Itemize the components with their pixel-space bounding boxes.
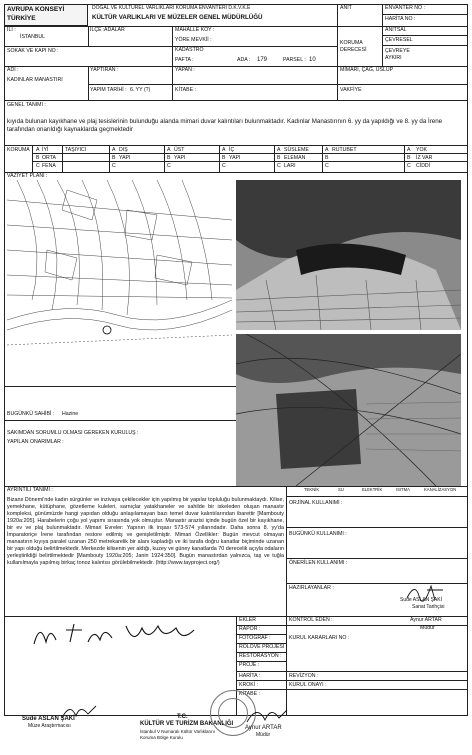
ayrintili-text: Bizans Dönemi'nde kadın sürgünler ve inzivaya çekilecekler için yapılmış bir yapılar topluluğu bulunmaktaydı. Kilise, yemekhane, kütüphane, gözetleme kuleleri, sarnıçlar yatakhaneler ve sahilde bir iskeleden oluşan manastır kompleksi, günümüzde hangi yapıdan olduğu anlaşılamayan bazı temel duvar kalıntılarından ibarettir [Mambouty 1920a:205]. Harabelerin çoğu yol yapımı sırasında yok olmuştur. Manastır arazisi içinde bugün özel bir kayıkhane, bir ev ve plaj bulunmaktadır. Mimari Evreler: Yapının ilk inşası 573-574 yıllarındadır. Daha sonra 8. yy'da İmparatoriçe İrene tarafından restore edilmiş ve genişletilmiştir. Mimari Özellikler: Bugün mevcut olmayan manastırın kıyıya paralel uzanan 250 metrekarelik bir alanı kapladığı ve iki tarafa doğru kanatlar biçiminde uzanan bir yapı olduğu belirtilmektedir. Merkezde kilisenin yer aldığı, kuzey ve güney kanatlarda 70 derecelik açıyla odaların yerleştirildiği belirtilmektedir [Mambouty 1920a:205; Janin 1924:350]. Bugün manastırdan yalnızca, taş ve tuğla kullanılmayla yapılmış birkaç tonoz kalıntısı görülebilmektedir. (http://www.tayproject.org/) — [7, 497, 284, 566]
il-value: İSTANBUL — [20, 34, 45, 40]
anitsal-label: ANITSAL — [385, 27, 407, 33]
parsel-value: 10 — [309, 57, 316, 63]
orijinal-label: ORJİNAL KULLANIMI : — [289, 500, 343, 506]
mark-c-7: C — [407, 163, 411, 169]
mark-a-7: A — [407, 147, 411, 153]
mark-b-7: B — [407, 155, 411, 161]
yapan-label: YAPAN : — [175, 67, 195, 73]
mark-b-2: B — [112, 155, 116, 161]
mark-a-5: A — [277, 147, 281, 153]
genel-tanim-text: kıyıda bulunan kayıkhane ve plaj tesislerinin bulunduğu alanda mimari duvar kalıntıları bulunmaktadır. Kadınlar Manastırının 6. yy da yapıldığı ve 8. yy da İrene tarafından onarıldığı kaynaklarda geçmektedir — [7, 118, 443, 133]
rutubet-label: RUTUBET — [332, 147, 357, 153]
mimari-label: MİMARİ, ÇAĞ, ÜSLUP — [340, 67, 394, 73]
vaziyet-label: VAZİYET PLANI : — [7, 173, 48, 179]
ruin-photo-drawing-2 — [236, 334, 461, 486]
yapi3-label: YAPI — [229, 155, 241, 161]
ekler-rapor: RAPOR : — [239, 626, 261, 632]
ic-label: İÇ — [229, 147, 235, 153]
tech-isitma: ISITMA — [396, 487, 410, 492]
ekler-proje: PROJE : — [239, 662, 260, 668]
mark-a-2: A — [112, 147, 116, 153]
map-label: HARİTA NO : — [385, 16, 416, 22]
genel-tanim-label: GENEL TANIMI : — [7, 102, 46, 108]
fena-label: FENA — [42, 163, 56, 169]
org-top: AVRUPA KONSEYİ — [7, 6, 65, 13]
mark-b-5: B — [277, 155, 281, 161]
iyi-label: İYİ — [42, 147, 49, 153]
footer-right-title: Müdür — [256, 732, 271, 738]
footer-sub1: İstanbul V Numaralı Kültür Varlıklarını — [140, 729, 215, 734]
footer-tc: T.C. — [177, 714, 188, 720]
tech-kanalizasyon: KANALİZASYON — [424, 487, 457, 492]
header-title-2: KÜLTÜR VARLIKLARI VE MÜZELER GENEL MÜDÜRLÜĞÜ — [92, 14, 263, 21]
parsel-label: PARSEL : — [283, 57, 306, 63]
mark-c-2: C — [112, 163, 116, 169]
eleman-label: ELEMAN — [284, 155, 306, 161]
ada-value: 179 — [257, 57, 268, 63]
hazirlayanlar-label: HAZIRLAYANLAR : — [289, 585, 334, 591]
mark-c-3: C — [167, 163, 171, 169]
site-plan-drawing — [7, 180, 232, 386]
mark-b-6: B — [325, 155, 329, 161]
mahalle-label: MAHALLE KÖY : — [175, 27, 215, 33]
bugunku-label: BUGÜNKÜ KULLANIMI : — [289, 531, 347, 537]
ekler-label: EKLER — [239, 617, 257, 623]
kontrol-label: KONTROL EDEN : — [289, 617, 333, 623]
ekler-kitabe: KİTABE : — [239, 691, 260, 697]
kadastro-label: KADASTRO — [175, 47, 204, 53]
sorumlu-label: SAKIMDAN SORUMLU OLMASI GEREKEN KURULUŞ : — [7, 430, 139, 436]
ekler-kroki: KROKİ : — [239, 682, 259, 688]
ust-label: ÜST — [174, 147, 185, 153]
mark-c-4: C — [222, 163, 226, 169]
signature-footer-left — [60, 700, 100, 722]
kontrol-title: Müdür — [420, 625, 435, 631]
site-photo-2 — [236, 334, 461, 486]
mevki-label: YÖRE MEVKİİ : — [175, 37, 212, 43]
mark-c-6: C — [325, 163, 329, 169]
ada-label: ADA : — [237, 57, 251, 63]
sahip-label: BUGÜNKÜ SAHİBİ : — [7, 411, 55, 417]
mark-b-1: B — [36, 155, 40, 161]
ciddi-label: CİDDİ — [416, 163, 431, 169]
adi-label: ADI : — [7, 67, 19, 73]
ayrintili-label: AYRINTILI TANIMI : — [7, 487, 53, 493]
ekler-fotograf: FOTOĞRAF : — [239, 635, 271, 641]
mark-a-1: A — [36, 147, 40, 153]
signature-footer-right — [245, 702, 289, 726]
signature-scribble — [30, 618, 220, 650]
onerilen-label: ÖNERİLEN KULLANIMI : — [289, 560, 348, 566]
mark-b-3: B — [167, 155, 171, 161]
footer-ministry: KÜLTÜR VE TURİZM BAKANLIĞI — [140, 721, 234, 727]
pafta-label: PAFTA : — [175, 57, 194, 63]
ekler-rolove: RÖLÖVE PROJESİ : — [239, 644, 288, 650]
mark-a-4: A — [222, 147, 226, 153]
ekler-harita: HARİTA : — [239, 673, 261, 679]
vakfiye-label: VAKFİYE — [340, 87, 362, 93]
kontrol-name: Aynur ARTAR — [410, 617, 442, 623]
tasiyici-col: TAŞIYICI — [65, 147, 87, 153]
footer-signer-name: Sude ASLAN ŞAKİ — [22, 716, 75, 722]
tarih-label: YAPIM TARİHİ : — [90, 87, 127, 93]
signer1-name: Sude ASLAN ŞAKİ — [400, 597, 442, 603]
lari-label: LARI — [284, 163, 296, 169]
ilce-label: İLÇE : — [90, 27, 105, 33]
mark-c-5: C — [277, 163, 281, 169]
technical-row — [286, 486, 468, 496]
susleme-label: SÜSLEME — [284, 147, 309, 153]
org-bottom: TÜRKİYE — [7, 15, 36, 22]
signer1-title: Sanat Tarihçisi — [412, 604, 445, 610]
tech-teknik: TEKNİK — [304, 487, 320, 492]
signature-hazirlayan — [405, 580, 445, 602]
cevreye-aykiri-label: ÇEVREYE AYKIRI — [385, 48, 410, 61]
yok-label: YOK — [416, 147, 427, 153]
ekler-restorasyon: RESTORASYON : — [239, 653, 282, 659]
inventory-label: ENVANTER NO : — [385, 5, 425, 11]
orta-label: ORTA — [42, 155, 56, 161]
ruin-photo-drawing-1 — [236, 180, 461, 330]
tech-su: SU — [338, 487, 344, 492]
type-label: ANIT — [340, 5, 352, 11]
kurul-label: KURUL KARARLARI NO : — [289, 635, 350, 641]
sahip-value: Hazine — [62, 411, 79, 417]
dis-label: DIŞ — [119, 147, 128, 153]
cevresel-label: ÇEVRESEL — [385, 37, 413, 43]
footer-sub2: Koruma Bölge Kurulu — [140, 735, 183, 740]
mark-b-4: B — [222, 155, 226, 161]
il-label: İLİ : — [7, 27, 16, 33]
kurul-onay-label: KURUL ONAYI : — [289, 682, 327, 688]
kitabe-label: KİTABE : — [175, 87, 196, 93]
footer-right-name: Aynur ARTAR — [245, 725, 282, 731]
koruma-col: KORUMA — [7, 147, 30, 153]
header-title-1: DOĞAL VE KÜLTÜREL VARLIKLARI KORUMA ENVANTERİ D.K.V.K.E — [92, 5, 251, 11]
mark-a-3: A — [167, 147, 171, 153]
yapi-label: YAPI — [119, 155, 131, 161]
site-plan-map — [7, 180, 232, 386]
footer-signer-title: Müze Araştırmacısı — [28, 723, 71, 729]
condition-grid — [4, 145, 468, 172]
mark-c-1: C — [36, 163, 40, 169]
tarih-value: 6. YY (?) — [130, 87, 151, 93]
sokak-label: SOKAK VE KAPI NO : — [7, 48, 59, 54]
revizyon-label: REVİZYON : — [289, 673, 319, 679]
yaptiran-label: YAPTIRAN : — [90, 67, 119, 73]
site-photo-1 — [236, 180, 461, 330]
adi-value: KADINLAR MANASTIRI — [7, 77, 63, 83]
mark-a-6: A — [325, 147, 329, 153]
official-seal-inner — [218, 698, 248, 728]
izvar-label: İZ VAR — [416, 155, 433, 161]
tech-elektrik: ELEKTRİK — [362, 487, 383, 492]
koruma-derecesi-label: KORUMA DERECESİ — [340, 40, 367, 53]
onarim-label: YAPILAN ONARIMLAR : — [7, 439, 64, 445]
ilce-value: ADALAR — [104, 27, 125, 33]
yapi2-label: YAPI — [174, 155, 186, 161]
